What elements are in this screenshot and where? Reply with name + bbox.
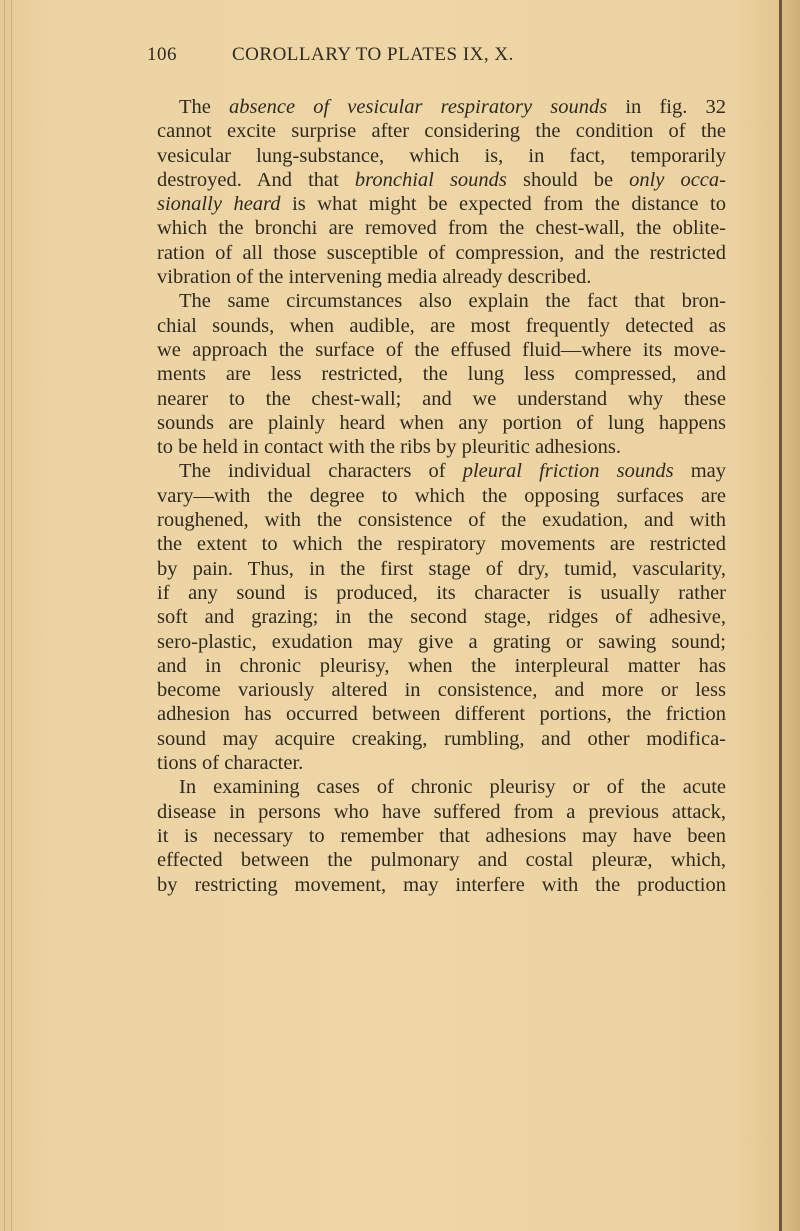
text-run: cannot excite surprise after considering the condition of the xyxy=(157,120,726,143)
text-line xyxy=(157,241,726,265)
text-run: by restricting movement, may interfere with the production xyxy=(157,873,726,896)
body-text xyxy=(157,95,726,897)
text-run: may xyxy=(673,460,726,483)
text-line xyxy=(157,435,726,459)
page-edge-line xyxy=(4,0,5,1231)
italic-phrase: absence of vesicular respiratory sounds xyxy=(229,96,608,118)
text-run: the extent to which the respiratory movements are restricted xyxy=(157,533,726,556)
text-line xyxy=(157,508,726,532)
text-run: adhesion has occurred between different portions, the friction xyxy=(157,703,726,726)
text-run: soft and grazing; in the second stage, ridges of adhesive, xyxy=(157,606,726,629)
text-line xyxy=(157,411,726,435)
text-run: ration of all those susceptible of compression, and the restricted xyxy=(157,241,726,264)
text-line xyxy=(157,387,726,411)
text-line xyxy=(157,848,726,872)
text-run: chial sounds, when audible, are most frequently detected as xyxy=(157,314,726,337)
italic-phrase: bronchial sounds xyxy=(354,168,507,191)
text-line xyxy=(157,168,726,192)
text-run: The xyxy=(179,96,230,118)
italic-phrase: sionally heard xyxy=(157,193,281,216)
text-run: sound may acquire creaking, rumbling, and other modifica- xyxy=(157,727,726,750)
text-line xyxy=(157,362,726,386)
text-run: sounds are plainly heard when any portion of lung happens xyxy=(157,411,726,434)
text-line xyxy=(157,800,726,824)
text-run: vary—with the degree to which the opposing surfaces are xyxy=(157,484,726,507)
text-run: In examining cases of chronic pleurisy or of the acute xyxy=(179,776,726,799)
text-line xyxy=(157,532,726,556)
text-line xyxy=(157,144,726,168)
text-line xyxy=(157,265,726,289)
text-run: tions of character. xyxy=(157,752,304,775)
text-run: sero-plastic, exudation may give a grating or sawing sound; xyxy=(157,630,726,653)
text-line xyxy=(157,654,726,678)
text-line xyxy=(157,775,726,799)
text-line xyxy=(157,192,726,216)
text-run: ments are less restricted, the lung less compressed, and xyxy=(157,363,726,386)
text-line xyxy=(157,314,726,338)
page-number: 106 xyxy=(147,44,177,65)
text-line xyxy=(157,702,726,726)
page-edge-strip xyxy=(782,0,800,1231)
text-line xyxy=(157,605,726,629)
text-run: vesicular lung-substance, which is, in fact, temporarily xyxy=(157,144,726,167)
text-run: destroyed. And that xyxy=(157,168,355,191)
text-run: it is necessary to remember that adhesions may have been xyxy=(157,824,726,847)
text-line xyxy=(157,751,726,775)
text-line xyxy=(157,873,726,897)
text-run: nearer to the chest-wall; and we understand why these xyxy=(157,387,726,410)
text-run: disease in persons who have suffered from a previous attack, xyxy=(157,800,726,823)
text-run: roughened, with the consistence of the exudation, and with xyxy=(157,509,726,532)
text-line xyxy=(157,95,726,119)
text-line xyxy=(157,289,726,313)
text-run: which the bronchi are removed from the chest-wall, the oblite- xyxy=(157,217,726,240)
text-line xyxy=(157,338,726,362)
text-line xyxy=(157,459,726,483)
italic-phrase: only occa- xyxy=(629,168,726,191)
text-run: vibration of the intervening media already described. xyxy=(157,266,592,289)
text-run: by pain. Thus, in the first stage of dry, tumid, vascularity, xyxy=(157,557,726,580)
text-run: and in chronic pleurisy, when the interpleural matter has xyxy=(157,654,726,677)
text-line xyxy=(157,216,726,240)
text-line xyxy=(157,678,726,702)
text-run: The same circumstances also explain the fact that bron- xyxy=(179,290,726,313)
running-title: COROLLARY TO PLATES IX, X. xyxy=(232,44,514,65)
text-line xyxy=(157,557,726,581)
text-run: effected between the pulmonary and costal pleuræ, which, xyxy=(157,849,726,872)
text-run: become variously altered in consistence, and more or less xyxy=(157,679,726,702)
text-line xyxy=(157,824,726,848)
text-line xyxy=(157,119,726,143)
text-line xyxy=(157,727,726,751)
italic-phrase: pleural friction sounds xyxy=(462,460,674,483)
text-line xyxy=(157,630,726,654)
text-run: The individual characters of xyxy=(179,460,463,483)
text-run: is what might be expected from the distance to xyxy=(280,193,726,216)
text-line xyxy=(157,484,726,508)
text-run: we approach the surface of the effused fluid—where its move- xyxy=(157,338,726,361)
text-line xyxy=(157,581,726,605)
text-run: in fig. 32 xyxy=(607,96,727,118)
text-run: to be held in contact with the ribs by pleuritic adhesions. xyxy=(157,436,621,459)
running-header xyxy=(147,44,727,70)
text-run: should be xyxy=(506,168,630,191)
page-edge-line xyxy=(11,0,12,1231)
text-run: if any sound is produced, its character is usually rather xyxy=(157,581,726,604)
